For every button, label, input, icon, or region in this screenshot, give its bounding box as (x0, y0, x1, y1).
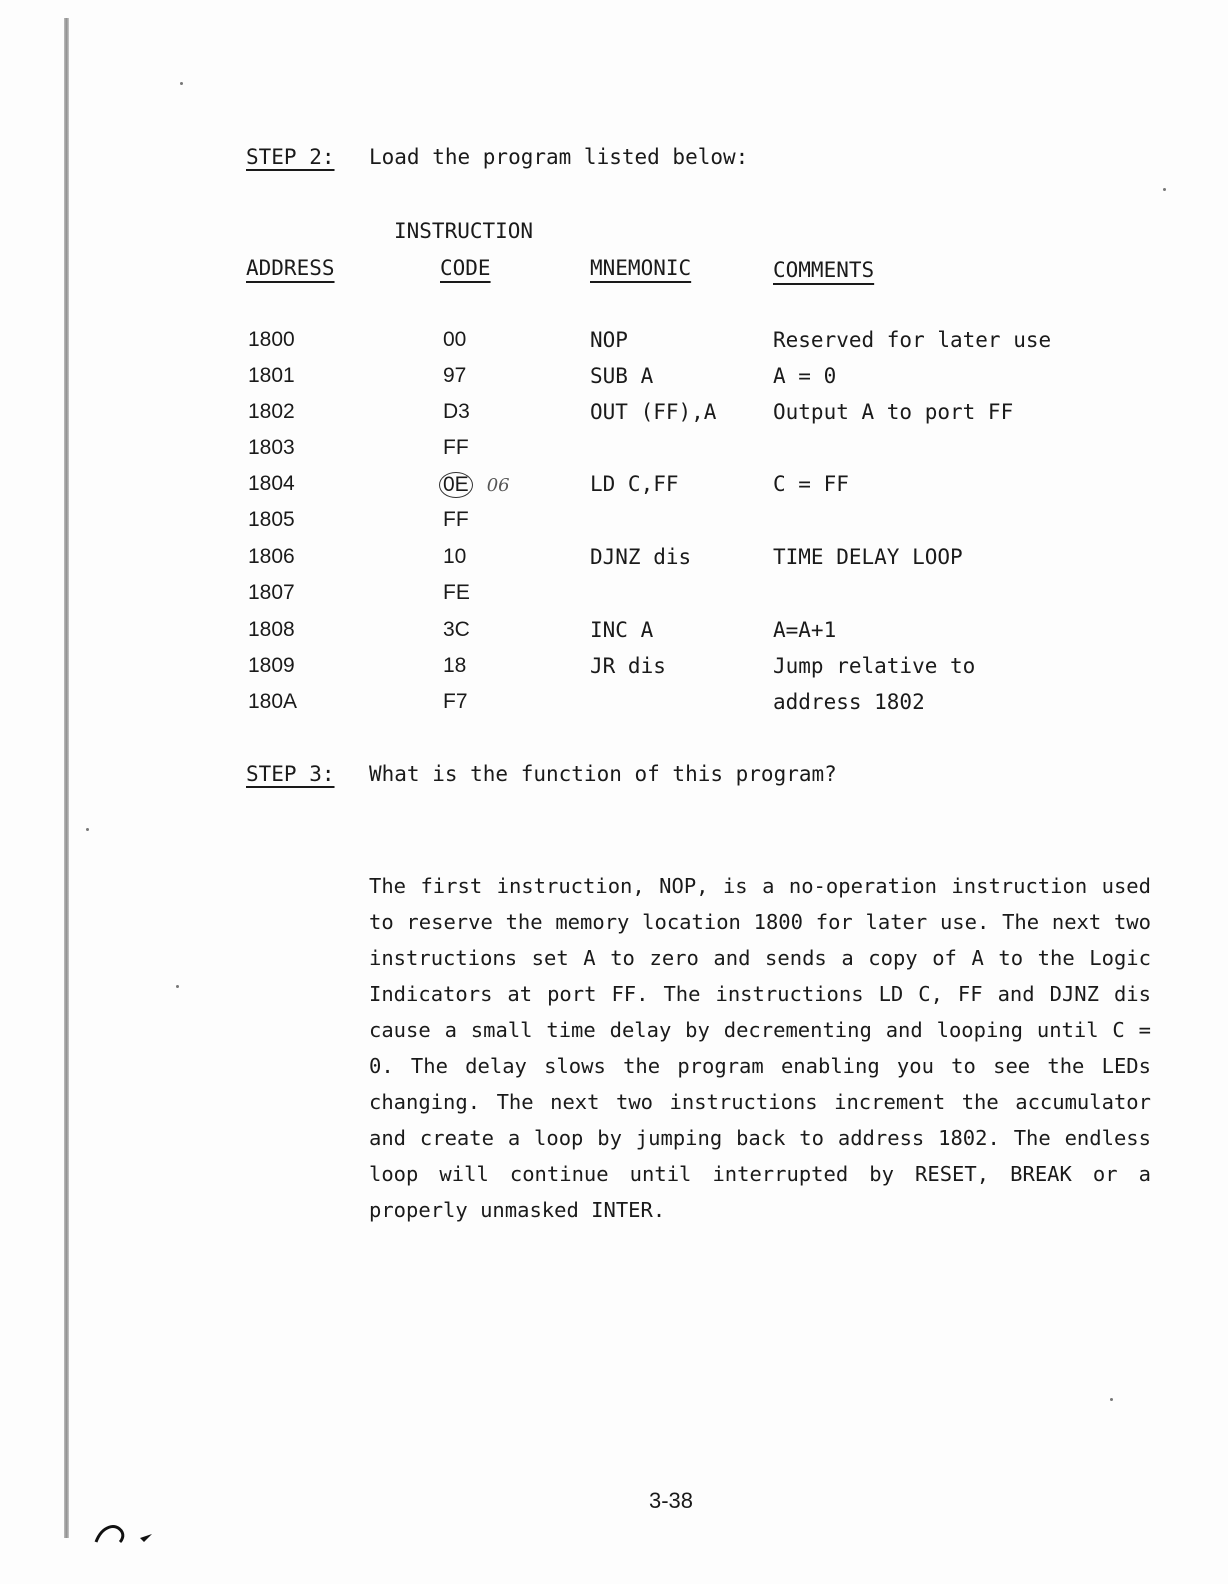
row-comment: Output A to port FF (773, 400, 1014, 424)
row-code: FF (443, 436, 469, 459)
step3-label: STEP 3: (246, 762, 335, 786)
table-row (0, 364, 1228, 398)
row-code: 97 (443, 364, 467, 387)
row-address: 1802 (248, 400, 295, 423)
row-mnemonic: INC A (590, 618, 654, 642)
row-comment: Reserved for later use (773, 328, 1052, 352)
scan-speck (86, 828, 89, 831)
table-row (0, 508, 1228, 542)
row-address: 1800 (248, 328, 295, 351)
row-code: 3C (443, 618, 470, 641)
row-code: 00 (443, 328, 467, 351)
header-mnemonic: MNEMONIC (590, 256, 692, 280)
handwritten-correction: 06 (486, 475, 510, 496)
row-comment: TIME DELAY LOOP (773, 545, 963, 569)
answer-paragraph: The first instruction, NOP, is a no-operation instruction used to reserve the memory location 1800 for later use. The next two instructions set A to zero and sends a copy of A to the Logic Indicators at port FF. The instructions LD C, FF and DJNZ dis cause a small time delay by decrementing and looping until C = 0. The delay slows the program enabling you to see the LEDs changing. The next two instructions increment the accumulator and create a loop by jumping back to address 1802. The endless loop will continue until interrupted by RESET, BREAK or a properly unmasked INTER. (369, 874, 1151, 1222)
step2-text: Load the program listed below: (369, 145, 749, 169)
table-row (0, 545, 1228, 579)
table-row (0, 400, 1228, 434)
row-mnemonic: OUT (FF),A (590, 400, 717, 424)
handwritten-mark (92, 1516, 172, 1546)
circled-code: 0E (439, 472, 473, 498)
header-comments: COMMENTS (773, 258, 875, 282)
row-address: 1808 (248, 618, 295, 641)
scan-speck (176, 985, 179, 988)
scan-speck (180, 82, 183, 85)
table-row (0, 472, 1228, 506)
table-row (0, 654, 1228, 688)
row-mnemonic: LD C,FF (590, 472, 679, 496)
row-comment: Jump relative to (773, 654, 976, 678)
page-number: 3-38 (649, 1488, 694, 1513)
row-comment: A = 0 (773, 364, 837, 388)
row-address: 180A (248, 690, 298, 713)
row-comment: address 1802 (773, 690, 925, 714)
scan-speck (1110, 1398, 1113, 1401)
row-address: 1804 (248, 472, 295, 495)
row-address: 1809 (248, 654, 295, 677)
step3-text: What is the function of this program? (369, 762, 837, 786)
header-instruction: INSTRUCTION (394, 219, 534, 243)
row-code: 10 (443, 545, 467, 568)
row-code: 18 (443, 654, 467, 677)
header-address: ADDRESS (246, 256, 335, 280)
row-code: FE (443, 581, 470, 604)
row-code: FF (443, 508, 469, 531)
row-address: 1807 (248, 581, 295, 604)
header-code: CODE (440, 256, 491, 280)
row-mnemonic: SUB A (590, 364, 654, 388)
table-row (0, 618, 1228, 652)
row-comment: C = FF (773, 472, 849, 496)
row-code: D3 (443, 400, 470, 423)
binding-edge (64, 18, 69, 1538)
table-row (0, 436, 1228, 470)
row-comment: A=A+1 (773, 618, 837, 642)
row-address: 1805 (248, 508, 295, 531)
row-address: 1801 (248, 364, 295, 387)
row-mnemonic: JR dis (590, 654, 666, 678)
row-code (439, 472, 510, 498)
table-row (0, 690, 1228, 724)
row-address: 1803 (248, 436, 295, 459)
row-code: F7 (443, 690, 468, 713)
table-row (0, 328, 1228, 362)
row-address: 1806 (248, 545, 295, 568)
row-mnemonic: DJNZ dis (590, 545, 692, 569)
row-mnemonic: NOP (590, 328, 628, 352)
step2-label: STEP 2: (246, 145, 335, 169)
scan-speck (1163, 188, 1166, 191)
table-row (0, 581, 1228, 615)
